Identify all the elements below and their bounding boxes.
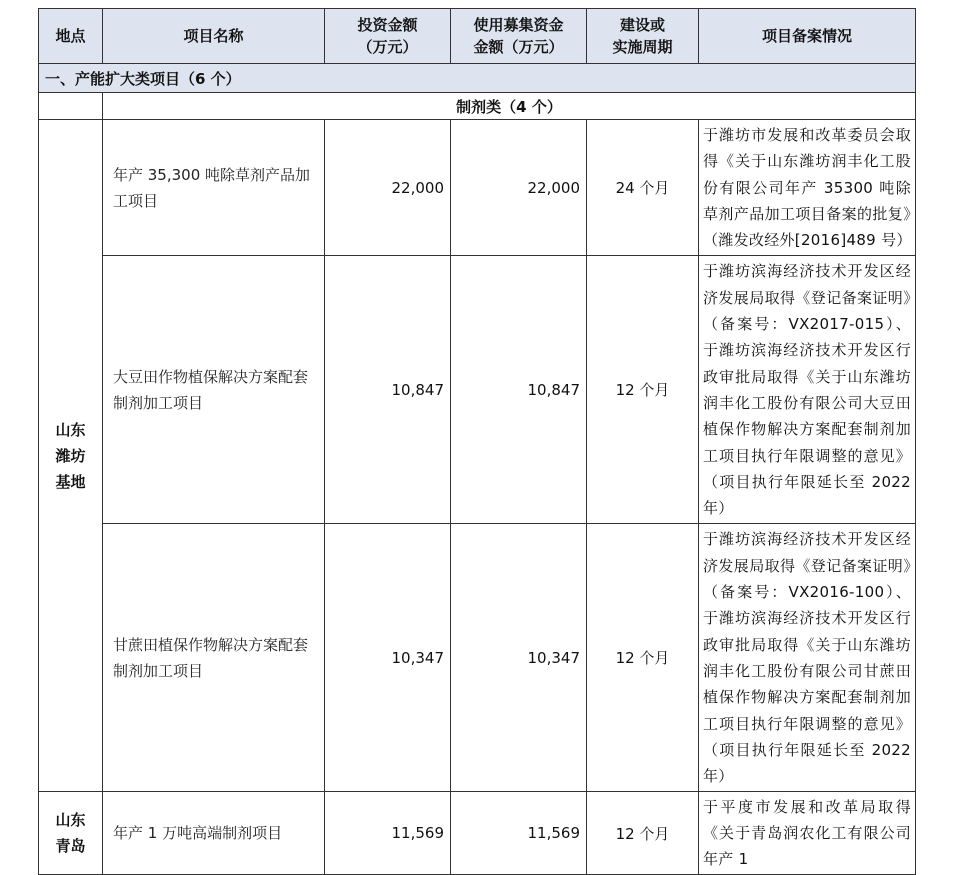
filing-text: 于平度市发展和改革局取得《关于青岛润农化工有限公司年产 1 [699, 792, 916, 875]
table-row [39, 120, 916, 256]
header-project-name: 项目名称 [103, 9, 325, 64]
raised-value: 22,000 [451, 120, 587, 256]
raised-value: 10,347 [451, 524, 587, 792]
project-name: 年产 1 万吨高端制剂项目 [103, 792, 325, 875]
filing-text: 于潍坊滨海经济技术开发区经济发展局取得《登记备案证明》（备案号：VX2017-015）、于潍坊滨海经济技术开发区行政审批局取得《关于山东潍坊润丰化工股份有限公司大豆田植保作物解决方案配套制剂加工项目执行年限调整的意见》（项目执行年限延长至 2022 年） [699, 256, 916, 524]
location-cell: 山东 潍坊 基地 [39, 120, 103, 792]
subcategory-label: 制剂类（4 个） [103, 93, 916, 120]
header-investment: 投资金额 （万元） [325, 9, 451, 64]
filing-text: 于潍坊滨海经济技术开发区经济发展局取得《登记备案证明》（备案号：VX2016-100）、于潍坊滨海经济技术开发区行政审批局取得《关于山东潍坊润丰化工股份有限公司甘蔗田植保作物解决方案配套制剂加工项目执行年限调整的意见》（项目执行年限延长至 2022 年） [699, 524, 916, 792]
investment-value: 10,847 [325, 256, 451, 524]
investment-value: 11,569 [325, 792, 451, 875]
period-value: 12 个月 [587, 256, 699, 524]
project-name: 年产 35,300 吨除草剂产品加工项目 [103, 120, 325, 256]
project-table [38, 8, 916, 875]
header-period: 建设或 实施周期 [587, 9, 699, 64]
header-filing: 项目备案情况 [699, 9, 916, 64]
header-row [39, 9, 916, 64]
table-row [39, 524, 916, 792]
period-value: 12 个月 [587, 792, 699, 875]
project-name: 甘蔗田植保作物解决方案配套制剂加工项目 [103, 524, 325, 792]
project-name: 大豆田作物植保解决方案配套制剂加工项目 [103, 256, 325, 524]
subcategory-row [39, 93, 916, 120]
investment-value: 22,000 [325, 120, 451, 256]
location-cell: 山东 青岛 [39, 792, 103, 875]
category-row [39, 64, 916, 93]
filing-text: 于潍坊市发展和改革委员会取得《关于山东潍坊润丰化工股份有限公司年产 35300 吨除草剂产品加工项目备案的批复》（潍发改经外[2016]489 号） [699, 120, 916, 256]
header-raised-funds: 使用募集资金 金额（万元） [451, 9, 587, 64]
header-location: 地点 [39, 9, 103, 64]
table-row [39, 256, 916, 524]
category-label: 一、产能扩大类项目（6 个） [39, 64, 916, 93]
subcategory-spacer [39, 93, 103, 120]
investment-value: 10,347 [325, 524, 451, 792]
period-value: 24 个月 [587, 120, 699, 256]
raised-value: 10,847 [451, 256, 587, 524]
raised-value: 11,569 [451, 792, 587, 875]
period-value: 12 个月 [587, 524, 699, 792]
table-row [39, 792, 916, 875]
